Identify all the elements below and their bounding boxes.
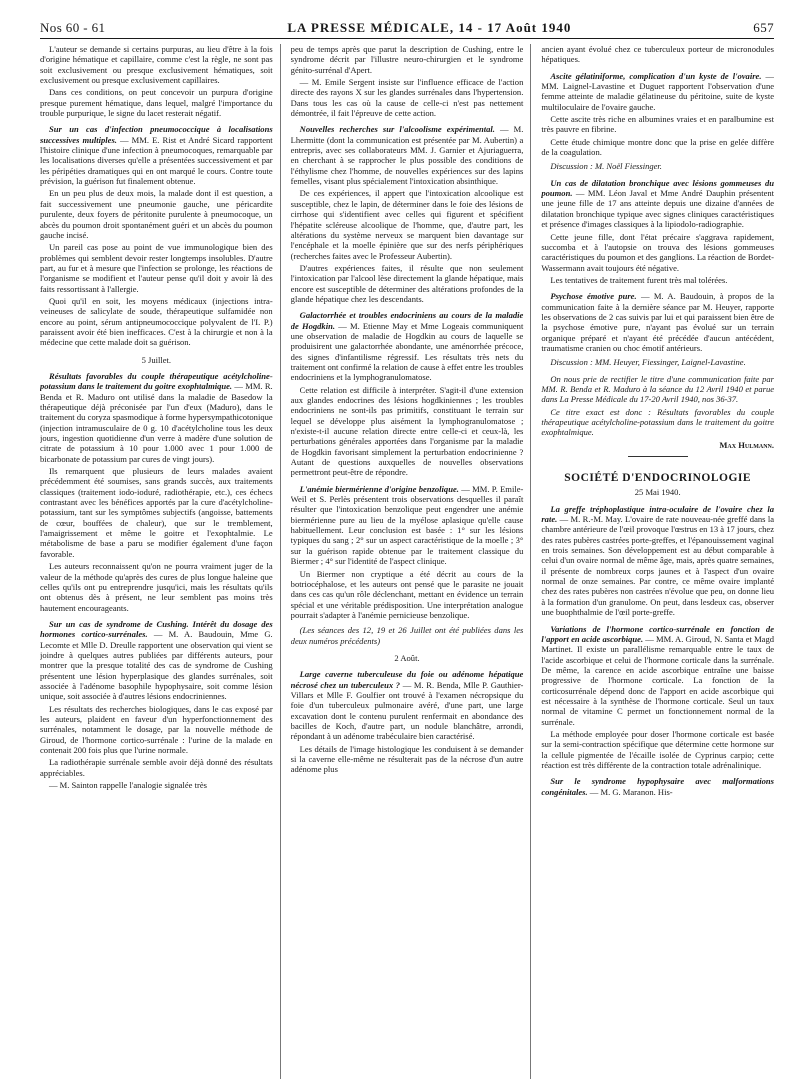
article-heading: Ascite gélatiniforme, complication d'un kyste de l'ovaire. (550, 70, 762, 81)
session-date: 25 Mai 1940. (634, 487, 681, 498)
paragraph: Quoi qu'il en soit, les moyens médicaux (injections intra-veineuses de salicylate de soude, thérapeutique sulfamidée non encore au point, sérum antipneumococcique polyvalent de l'I. P.) paraissent avoir été bien inefficaces. C'est à la chirurgie et non à la médecine que cette malade doit sa guérison. (40, 295, 273, 348)
article-heading: Variations de l'hormone cortico-surrénale en fonction de l'apport en acide ascorbique. (541, 623, 774, 644)
paragraph: Cette relation est difficile à interpréter. S'agit-il d'une extension aux glandes endocrines des lésions hogdkiniennes ; les troubles endocriniens ne sont-ils pas primitifs, constituant le terrain sur lequel se développe plus aisément la lymphogranulomatose ; n'existe-t-il aucune relation directe entre celle-ci et ceux-là, les perturbations générales apportées dans l'organisme par la maladie de Hogdkin favorisant simplement la perturbation endocrinienne ? Autant de questions auxquelles de nouvelles observations permettront peut-être de répondre. (290, 384, 524, 478)
paragraph: Ils remarquent que plusieurs de leurs malades avaient précédemment été soumises, sans grands succès, aux traitements classiques (traitement iodo-ioduré, radiothérapie, etc.), ces échecs contrastant avec les bénéfices apportés par la cure d'acétylcholine-potassium, tant sur les symptômes subjectifs (angoisse, battements de cœur, bouffées de chaleur), que sur le tremblement, l'amaigrissement et même le goitre et l'exophtalmie. Le métabolisme de base a paru se modifier également d'une façon favorable. (40, 466, 273, 559)
article-heading: Sur un cas de syndrome de Cushing. Intérêt du dosage des hormones cortico-surrénales. (40, 618, 273, 640)
article-heading: La greffe tréphoplastique intra-oculaire de l'ovaire chez la rate. (541, 503, 774, 525)
article-heading: Sur le syndrome hypophysaire avec malformations congénitales. (541, 776, 774, 797)
article (291, 484, 524, 567)
paragraph: De ces expériences, il appert que l'intoxication alcoolique est susceptible, chez le lapin, de déterminer dans le foie des lésions de cirrhose qui s'identifient avec celles qui figurent et spécifient l'hépatite scléreuse alcoolique de l'homme, que, d'autre part, les altérations du système nerveux se marquent bien davantage sur l'encéphale et la moelle épinière que sur des nerfs périphériques (recherches faites avec le Professeur Aubertin). (290, 188, 524, 261)
article-heading: Sur un cas d'infection pneumococcique à localisations successives multiples. (40, 124, 273, 145)
divider (628, 456, 688, 457)
paragraph: Dans ces conditions, on peut concevoir un purpura d'origine presque purement hématique, dans lequel, malgré l'importance du trouble purpurique, le signe du lacet resterait négatif. (40, 87, 273, 119)
paragraph: — MM. R. Benda et R. Maduro ont utilisé dans la maladie de Basedow la thérapeutique déjà préconisée par l'un d'eux (Maduro), dans le traitement du coryza spasmodique à forme hypersympathicotonique (injection intramusculaire de 0 g. 10 d'acétylcholine tous les deux jours, ingestion quotidienne d'un verre à madère d'une solution de citrate de potassium à 10 pour 1.000 avec 1 pour 1.000 de bicarbonate de potassium par cures de vingt jours). (40, 381, 273, 464)
paragraph: Cette ascite très riche en albumines vraies et en paralbumine est très pauvre en fibrine. (541, 114, 774, 135)
paragraph: — M. A. Baudouin, à propos de la communication faite à la dernière séance par M. Heuyer, rapporte les observations de 2 cas suivis par lui et qui paraissent bien être de la psychose émotive pure, n'ayant pas évolué sur un terrain organique préparé et n'ayant été précédée d'aucun antécédent, traumatisme cranien ou choc émotif antérieurs. (541, 291, 774, 353)
paragraph: En un peu plus de deux mois, la malade dont il est question, a fait successivement une pneumonie gauche, une péricardite purulente, deux foyers de péritonite purulente à pneumocoque, un abcès du poumon droit spontanément guéri et un abcès du poumon gauche incisé. (40, 188, 273, 240)
page-number: 657 (753, 20, 774, 35)
article-heading: Nouvelles recherches sur l'alcoolisme expérimental. (299, 124, 495, 135)
paragraph: — M. R.-M. May. L'ovaire de rate nouveau-née greffé dans la chambre antérieure de l'œil provoque l'œstrus en 13 à 17 jours, chez des rates pubères castrées porte-greffes, et l'épanouissement vaginal en trois semaines. Son développement est au début comparable à celui d'un ovaire normal de même âge, mais, après quatre semaines, il présente de nombreux corps jaunes et à l'aspect d'un ovaire normal de onze semaines. Par contre, ce même ovaire implanté chez des rates pubères non castrées n'évolue que peu, on donne lieu à la formation d'un granulome. On peut, dans lesdeux cas, observer une buophthalmie de l'œil porte-greffe. (541, 514, 774, 618)
column-1 (40, 44, 281, 1079)
article (541, 776, 774, 797)
paragraph: — M. Lhermitte (dont la communication est présentée par M. Aubertin) a entrepris, avec ses collaborateurs MM. J. Garnier et Ajuriaguerra, en cherchant à se rapprocher le plus possible des conditions de l'éthylisme chez l'homme, de nouvelles expériences sur des lapins femelles, visant plus spécialement l'intoxication absinthique. (290, 124, 524, 187)
session-date: 5 Juillet. (141, 354, 172, 365)
paragraph: — MM. Laignel-Lavastine et Duguet rapportent l'observation d'une femme atteinte de maladie gélatineuse du péritoine, suite de kyste multiloculaire de l'ovaire gauche. (541, 70, 774, 112)
column-3 (541, 44, 774, 1079)
session-date: 2 Août. (394, 652, 420, 663)
paragraph: — MM. A. Giroud, N. Santa et Magd Martinet. Il existe un parallélisme remarquable entre le taux de l'acide ascorbique et celui de l'hormone corticale dans la surrénale. De même, la carence en acide ascorbique entraîne une baisse progressive de l'hormone corticale. La fonction de la corticosurrénale dépend donc de l'apport en acide ascorbique qui est nécessaire à la synthèse de l'hormone corticale. Seul un taux normal de vitamine C permet un fonctionnement normal de la surrénale. (541, 633, 774, 727)
article (541, 291, 774, 353)
article (40, 371, 273, 464)
column-2 (291, 44, 532, 1079)
paragraph: Cette jeune fille, dont l'état précaire s'aggrava rapidement, succomba et à l'autopsie on trouva des lésions gommeuses caractéristiques du poumon et des ganglions. La réaction de Bordet-Wassermann avait toujours été négative. (541, 231, 774, 273)
signature: Max Hulmann. (719, 439, 774, 450)
paragraph: — M. Etienne May et Mme Logeais communiquent une observation de maladie de Hogdkin au cours de laquelle se produisirent une galactorrhée abondante, une aménorrhée précoce, des signes d'infantilisme régressif. Les résultats très nets du traitement ont confirmé la relation de cause à effet entre les troubles endocriniens et la lymphogranulomatose. (290, 320, 524, 383)
article-heading: Large caverne tuberculeuse du foie ou adénome hépatique nécrosé chez un tuberculeux ? (290, 669, 524, 690)
paragraph: Cette étude chimique montre donc que la prise en gelée diffère de la coagulation. (541, 136, 774, 158)
paragraph: La méthode employée pour doser l'hormone corticale est basée sur la semi-contraction spécifique que détermine cette hormone sur la cellule pigmentée de l'écaille isolée de Cyprinus carpio; cette réaction est très différente de la contraction totale adrénalinique. (541, 728, 774, 770)
paragraph: — MM. P. Emile-Weil et S. Perlès présentent trois observations desquelles il paraît résulter que l'intoxication benzolique peut engendrer une anémie biermérienne pure au lieu de la myélose aplasique qu'elle cause habituellement. Leur conclusion est basée : 1° sur les lésions typiques du sang ; 2° sur un aspect caractéristique de la moelle ; 3° sur la guérison rapide obtenue par le traitement classique du Biermer ; 4° sur l'identité de l'aspect clinique. (290, 483, 524, 567)
paragraph: — M. Emile Sergent insiste sur l'influence efficace de l'action directe des rayons X sur les glandes surrénales dans l'hypertension. Dans tous les cas où la cause de celle-ci n'est pas nettement démontrée, il fait l'épreuve de cette action. (290, 77, 524, 119)
article-heading: Psychose émotive pure. (550, 291, 637, 302)
article (291, 124, 524, 186)
correction-note: On nous prie de rectifier le titre d'une communication faite par MM. R. Benda et R. Maduro à la séance du 12 Avril 1940 et parue dans La Presse Médicale du 17-20 Avril 1940, nos 36-37. (541, 373, 774, 405)
paragraph: Les tentatives de traitement furent très mal tolérées. (550, 274, 728, 285)
text-columns (40, 44, 774, 1079)
article (541, 504, 774, 618)
article-heading: Résultats favorables du couple thérapeutique acétylcholine-potassium dans le traitement du goitre exophtalmique. (40, 370, 273, 392)
article (40, 124, 273, 186)
paragraph: Les résultats des recherches biologiques, dans le cas exposé par les auteurs, plaident en faveur d'un hyperfonctionnement des surrénales, notamment le dosage, par la nouvelle méthode de Giroud, de l'hormone cortico-surrénale : l'urine de la malade en contenait 200 fois plus que l'urine normale. (40, 703, 273, 755)
discussion-line: Discussion : M. Noël Fiessinger. (550, 161, 662, 172)
paragraph: ancien ayant évolué chez ce tuberculeux porteur de micronodules hépatiques. (541, 44, 774, 65)
paragraph: La radiothérapie surrénale semble avoir déjà donné des résultats appréciables. (40, 757, 273, 778)
article (40, 619, 273, 702)
editorial-note: (Les séances des 12, 19 et 26 Juillet ont été publiées dans les deux numéros précédents) (290, 625, 524, 646)
article (541, 71, 774, 112)
article (541, 624, 774, 727)
article (291, 669, 524, 741)
paragraph: D'autres expériences faites, il résulte que non seulement l'intoxication par l'alcool lèse directement la glande hépatique, mais encore est susceptible de déterminer des altérations profondes de la glande hépatique chez les descendants. (290, 262, 524, 304)
publication-title: LA PRESSE MÉDICALE, 14 - 17 Août 1940 (287, 20, 572, 35)
paragraph: — MM. Léon Javal et Mme André Dauphin présentent une jeune fille de 17 ans atteinte depuis une dizaine d'années de dilatation bronchique typique avec signes cliniques caractéristiques et présence d'images classiques à la lipiodolo-radiographie. (541, 188, 774, 230)
paragraph: peu de temps après que parut la description de Cushing, entre le syndrome décrit par l'illustre neuro-chirurgien et le syndrome génito-surrénal d'Apert. (290, 44, 524, 75)
paragraph: Les détails de l'image histologique les conduisent à se demander si la caverne elle-même ne résulterait pas de la nécrose d'un autre adénome plus (290, 743, 524, 775)
paragraph: — M. R. Benda, Mlle P. Gauthier-Villars et Mlle F. Goulfier ont trouvé à l'examen nécropsique du foie d'un tuberculeux pulmonaire avéré, d'une part, une large excavation dont le contenu purulent renfermait en abondance des bacilles de Koch, d'autre part, un nodule blanchâtre, arrondi, répondant à un adénome trabéculaire bien caractérisé. (290, 679, 524, 742)
correction-title: Ce titre exact est donc : Résultats favorables du couple thérapeutique acétylcholine-potassium dans le traitement du goitre exophtalmique. (541, 406, 774, 438)
section-title: SOCIÉTÉ D'ENDOCRINOLOGIE (564, 472, 752, 485)
paragraph: L'auteur se demande si certains purpuras, au lieu d'être à la fois d'origine hématique et capillaire, comme c'est la règle, ne sont pas soit exclusivement ou presque exclusivement hématiques, soit exclusivement ou presque exclusivement capillaires. (40, 44, 273, 86)
paragraph: — M. A. Baudouin, Mme G. Lecomte et Mlle D. Dreulle rapportent une observation qui vient se joindre à quelques autres publiées par différents auteurs, pour montrer que la presque totalité des cas de syndrome de Cushing présentent une lésion hyperplasique des glandes surrénales, soit associée à l'adénome basophile hypophysaire, soit comme lésion unique, soit associée à d'autres lésions endocriniennes. (40, 629, 273, 702)
paragraph: Un Biermer non cryptique a été décrit au cours de la botriocéphalose, et les auteurs ont pensé que le parasite ne jouait dans ces cas qu'un rôle déclenchant, mettant en évidence un terrain spécial et une véritable prédisposition. Une interprétation analogue pourrait s'adapter à l'anémie pernicieuse benzolique. (290, 568, 524, 620)
issue-number: Nos 60 - 61 (40, 20, 106, 35)
discussion-line: Discussion : MM. Heuyer, Fiessinger, Laignel-Lavastine. (550, 357, 746, 368)
paragraph: — M. G. Maranon. His- (589, 786, 673, 797)
article-heading: Galactorrhée et troubles endocriniens au cours de la maladie de Hogdkin. (290, 310, 524, 331)
article-heading: L'anémie biermérienne d'origine benzolique. (299, 483, 459, 494)
paragraph: Les auteurs reconnaissent qu'on ne pourra vraiment juger de la valeur de la méthode qu'après des cures de plus longue haleine que celles qu'ils ont pu entreprendre jusqu'ici, mais les résultats qu'ils ont obtenus dès à présent, ne leur semblent pas moins très hautement encourageants. (40, 561, 273, 613)
page-header (40, 4, 774, 39)
article (541, 178, 774, 230)
article-heading: Un cas de dilatation bronchique avec lésions gommeuses du poumon. (541, 177, 774, 199)
article (291, 310, 524, 382)
paragraph: — M. Sainton rappelle l'analogie signalée très (49, 780, 207, 791)
paragraph: — MM. E. Rist et André Sicard rapportent l'histoire clinique d'une infection à pneumocoques, remarquable par les localisations diverses qu'elle a présentées successivement et par les péripéties dramatiques qui en ont marqué le cours. Contre toute prévision, la guérison fut finalement obtenue. (40, 134, 273, 187)
paragraph: Un pareil cas pose au point de vue immunologique bien des problèmes qui semblent devoir rester longtemps insolubles. D'autre part, au fur et à mesure que l'infection se prolonge, les réactions de l'organisme se modifient et l'auteur pense qu'il doit y avoir là des faits ressortissant à l'allergie. (40, 242, 273, 294)
